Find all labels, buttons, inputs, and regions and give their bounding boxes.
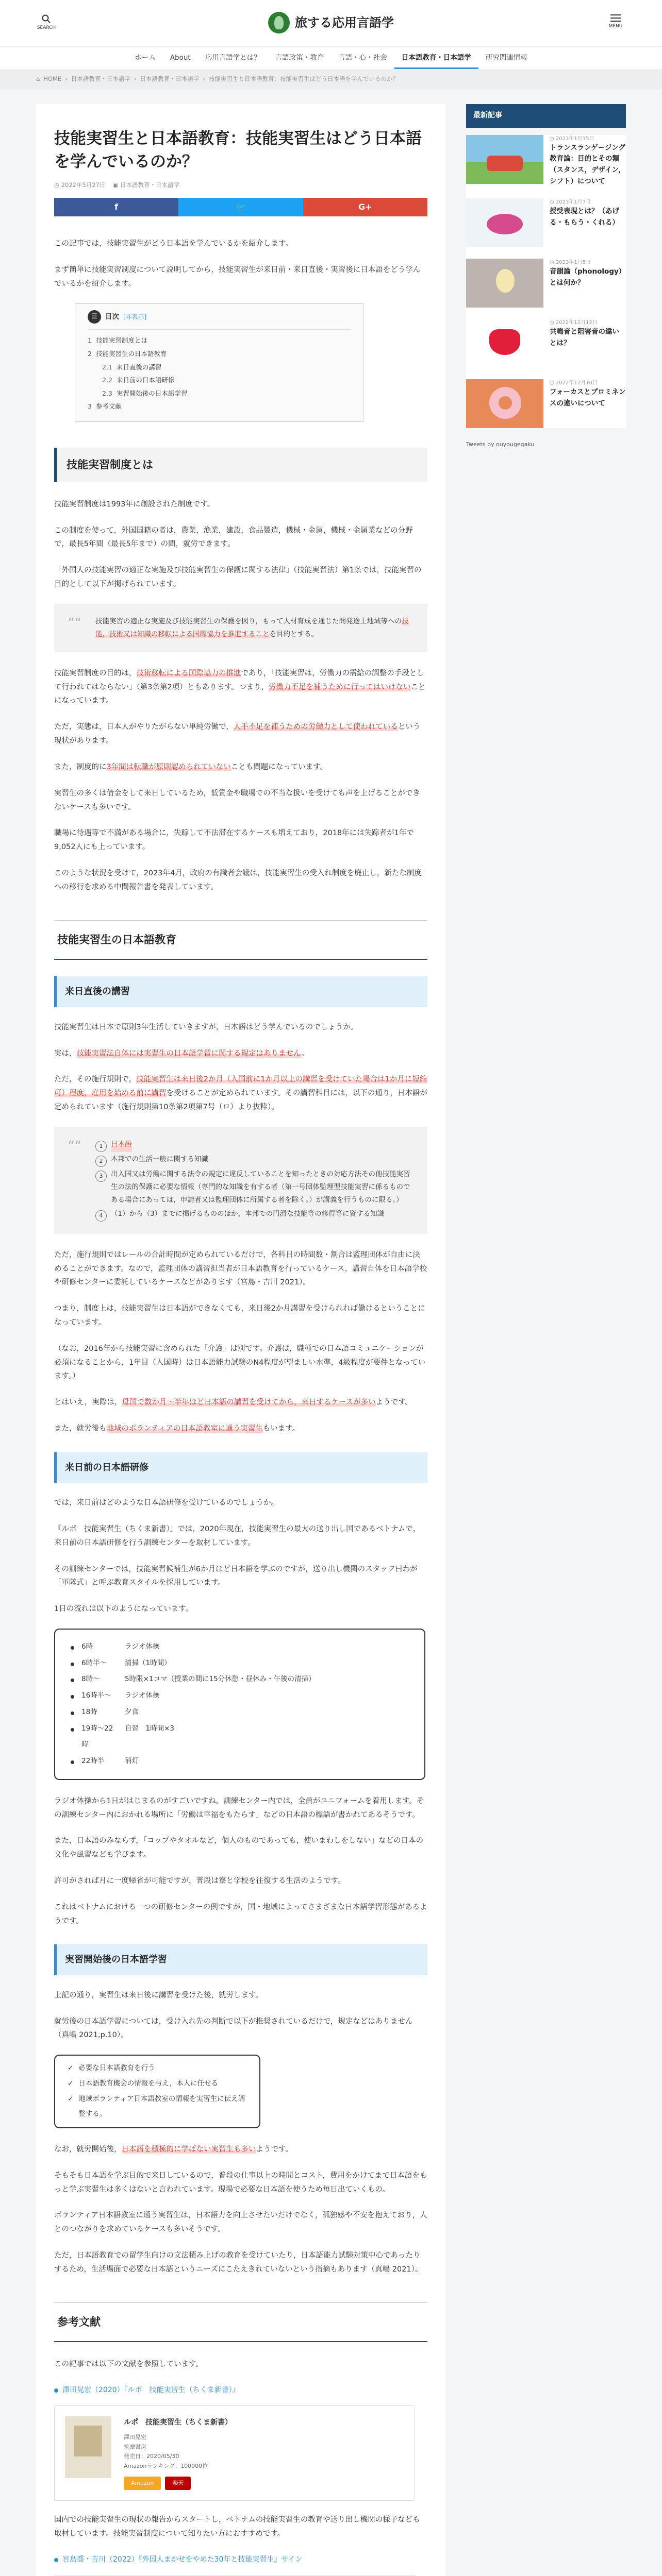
post-date-text: 2023年1月5日 [555, 260, 591, 266]
paragraph: では，来日前はどのような日本語研修を受けているのでしょうか。 [54, 1499, 278, 1507]
quote-text: 技能実習の適正な実施及び技能実習生の保護を図り，もって人材育成を通じた開発途上地域等への [95, 617, 402, 625]
site-header [0, 0, 662, 46]
paragraph: 実習生の多くは借金をして来日しているため，低賃金や職場での不当な扱いを受けても声を上げることができないケースも多いです。 [54, 789, 420, 811]
nav-language-policy[interactable]: 言語政策・教育 [275, 54, 324, 62]
list-text: （1）から（3）までに掲げるもののほか，本邦での円滑な技能等の修得等に資する知識 [111, 1209, 385, 1218]
post-date-text: 2022年12月10日 [555, 380, 598, 386]
paragraph [54, 667, 427, 708]
search-icon [42, 14, 51, 24]
paragraph: その訓練センターでは，技能実習候補生が6か月ほど日本語を学ぶのですが，送り出し機関のスタッフ曰わが「軍隊式」と呼ぶ教育スタイルを採用しています。 [54, 1565, 418, 1587]
article-meta [54, 180, 427, 191]
twitter-icon: 🐦 [236, 202, 246, 212]
facebook-icon: f [114, 202, 119, 212]
toc-item[interactable] [88, 361, 351, 374]
page-title: 技能実習生と日本語教育：技能実習生はどう日本語を学んでいるのか？ [54, 129, 422, 171]
amazon-button[interactable]: Amazon [124, 2477, 161, 2490]
book-date: 発売日：2020/05/30 [124, 2453, 179, 2460]
blockquote [54, 1127, 427, 1234]
nav-language-mind-society[interactable]: 言語・心・社会 [338, 54, 387, 62]
book-cover[interactable] [65, 2416, 111, 2478]
breadcrumb-category[interactable]: 日本語教育・日本語学 [71, 75, 130, 83]
global-nav [0, 46, 662, 69]
paragraph: ボランティア日本語教室に通う実習生は，日本語力を向上させたいだけでなく，孤独感や不安を抱えており，人とのつながりを求めているケースも多いそうです。 [54, 2211, 427, 2234]
nav-research-info[interactable]: 研究関連情報 [485, 54, 527, 62]
schedule-time: 18時 [81, 1707, 97, 1716]
paragraph: そもそも日本語を学ぶ目的で来日しているので，普段の仕事以上の時間とコスト，費用をかけてまで日本語をもっと学ぶ実習生は多くはないと言われています。現場で必要な日本語を使うため毎日出ていくもの。 [54, 2171, 427, 2194]
toc-label[interactable]: 技能実習生の日本語教育 [95, 349, 167, 358]
paragraph: この制度を使って，外国国籍の者は，農業，漁業，建設，食品製造，機械・金属，機械・金属業などの分野で，最長5年間（最長5年まで）の間，就労できます。 [54, 526, 413, 549]
schedule-activity: 5時限×1コマ（授業の間に15分休憩・昼休み・午後の清掃） [125, 1675, 316, 1684]
search-button[interactable] [36, 14, 57, 31]
breadcrumb-home[interactable]: HOME [43, 75, 62, 83]
site-title: 旅する応用言語学 [295, 15, 394, 30]
highlight: 技能実習法自体には実習生の日本語学習に関する規定はありません [76, 1049, 302, 1058]
post-category[interactable]: 日本語教育・日本語学 [120, 181, 179, 189]
highlight: 日本語を積極的に学ばない実習生も多い [121, 2145, 256, 2154]
toc-header [88, 310, 351, 330]
paragraph: ただ，日本語教育での留学生向けの文法積み上げの教育を受けていたり，日本語能力試験対策中心であったりするため，生活場面で必要な日本語というニーズにこたえきれていないという指摘もあります（真嶋 2021）。 [54, 2251, 423, 2274]
text: ただ，実態は，日本人がやりたがらない単純労働で， [54, 723, 234, 732]
paragraph: 許可がされば月に一度帰省が可能ですが，普段は寮と学校を往復する生活のようです。 [54, 1877, 345, 1885]
post-thumbnail[interactable] [466, 198, 543, 247]
post-thumbnail[interactable] [466, 135, 543, 184]
breadcrumb [0, 69, 662, 90]
post-date: ◷ 2023年1月15日 [550, 135, 594, 142]
googleplus-icon: G+ [358, 202, 372, 212]
menu-button[interactable] [605, 14, 626, 29]
schedule-time: 22時半 [81, 1757, 105, 1766]
paragraph [54, 720, 427, 748]
twitter-share-button[interactable] [178, 198, 303, 216]
paragraph: （なお，2016年から技能実習に含められた「介護」は別です。介護は，職種での日本語コミュニケーションが必須になることから，1年目（入国時）は日本語能力試験のN4程度が望ましい水準，4級程度が要件となっています。） [54, 1344, 426, 1381]
schedule-item [71, 1671, 409, 1688]
search-label: SEARCH [37, 25, 56, 30]
text: ようです。 [256, 2145, 293, 2154]
book-title[interactable]: ルポ 技能実習生（ちくま新書） [124, 2418, 232, 2427]
text: を受けることが定められています。その講習科目には，以下の通り，日本語が定められています（施行規則第10条第2項第7号（ロ）より抜粋）。 [54, 1089, 427, 1111]
list-number: ““ 1 [95, 1141, 107, 1152]
breadcrumb-subcategory[interactable]: 日本語教育・日本語学 [140, 75, 200, 83]
share-buttons [54, 198, 427, 216]
post-thumbnail[interactable] [466, 379, 543, 428]
googleplus-share-button[interactable] [303, 198, 427, 216]
post-thumbnail[interactable] [466, 259, 543, 308]
toc-label[interactable]: 来日直後の講習 [116, 363, 162, 371]
checklist-item [68, 2061, 247, 2076]
quote-list-item [95, 1153, 414, 1167]
paragraph: また，日本語のみならず，「コップやタオルなど，個人のものであっても，使いまわしをしない」などの日本の文化や風習なども学びます。 [54, 1837, 424, 1859]
toc-number: 2.1 [102, 363, 112, 371]
chevron-right-icon: › [134, 75, 137, 83]
checklist-box [54, 2055, 260, 2128]
book-buttons [124, 2477, 232, 2490]
paragraph: 「外国人の技能実習の適正な実施及び技能実習生の保護に関する法律」（技能実習法）第1条では，技能実習の目的として以下が掲げられています。 [54, 566, 422, 589]
text: また，制度的に [54, 762, 107, 771]
list-text: 日本語 [111, 1138, 132, 1152]
toc-number: 1 [88, 336, 92, 345]
toc-item[interactable] [88, 374, 351, 387]
clock-icon: ◷ 2022年5月27日 [54, 181, 106, 189]
schedule-activity: ラジオ体操 [125, 1642, 160, 1651]
toc-number: 2.2 [102, 376, 112, 384]
schedule-time: 6時半〜 [81, 1658, 107, 1667]
text: という現状があります。 [54, 723, 421, 745]
post-title[interactable]: トランスランゲージング教育論：目的とその類（スタンス，デザイン，シフト）について [550, 143, 625, 185]
recent-post[interactable] [466, 379, 626, 428]
intro-paragraph: まず簡単に技能実習制度について説明してから，技能実習生が来日前・来日直後・実習後に日本語をどう学んでいるかを紹介します。 [54, 265, 421, 288]
schedule-item [71, 1688, 409, 1704]
post-title[interactable]: フォーカスとプロミネンスの違いについて [550, 388, 626, 408]
recent-post[interactable] [466, 259, 626, 308]
paragraph: 『ルポ 技能実習生（ちくま新書）』では，2020年現在，技能実習生の最大の送り出し国であるベトナムで，来日前の日本語研修を行う訓練センターを取材しています。 [54, 1524, 421, 1547]
folder-icon[interactable]: ▣ 日本語教育・日本語学 [112, 181, 179, 189]
text: ことになっています。 [54, 683, 426, 705]
highlight: 母国で数か月〜半年ほど日本語の講習を受けてから，来日するケースが多い [122, 1398, 376, 1407]
highlight: 労働力不足を補うために行ってはいけない [269, 683, 411, 691]
logo-icon [268, 12, 290, 33]
text: 。 [301, 1049, 309, 1058]
text: ことも問題になっています。 [230, 762, 328, 771]
reference-link[interactable]: 澤田晃宏（2020）『ルポ 技能実習生（ちくま新書）』 [54, 2384, 427, 2397]
list-text: 本邦での生活一般に関する知識 [111, 1155, 208, 1163]
section-heading: 参考文献 [54, 2302, 427, 2343]
paragraph: 技能実習制度は1993年に創設された制度です。 [54, 500, 215, 509]
highlight: 地域のボランティアの日本語教室に通う実習生 [106, 1425, 263, 1433]
toc-number: 2 [88, 349, 92, 358]
schedule-time: 6時 [81, 1642, 93, 1651]
list-icon: ☰ [88, 310, 101, 324]
paragraph: 1日の流れは以下のようになっています。 [54, 1605, 193, 1614]
schedule-activity: ラジオ体操 [125, 1691, 160, 1700]
paragraph: 上記の通り，実習生は来日後に講習を受けた後，就労します。 [54, 1991, 263, 1999]
menu-label: MENU [608, 24, 623, 29]
checklist-item [68, 2076, 247, 2092]
toc-number: 3 [88, 402, 92, 411]
toc-item[interactable] [88, 387, 351, 400]
text: 技能実習制度の目的は， [54, 669, 137, 677]
schedule-activity: 夕食 [125, 1707, 139, 1716]
post-date-text: 2022年12月12日 [555, 320, 598, 326]
text: なお，就労開始後， [54, 2145, 122, 2154]
toc-title: 目次 [105, 312, 119, 321]
text: ただ，その施行規則で， [54, 1075, 137, 1084]
nav-home[interactable]: ホーム [135, 54, 156, 62]
quote-highlight: 技能，技術又は知識の移転による国際協力を推進すること [95, 617, 409, 638]
list-number: 2 [95, 1156, 107, 1167]
highlight: 技能実習生は来日後2か月（入国前に1か月以上の講習を受けていた場合は1か月に短縮可）程度，雇用を始める前に講習 [54, 1075, 427, 1098]
schedule-box [54, 1629, 425, 1780]
nav-japanese-education[interactable]: 日本語教育・日本語学 [394, 47, 478, 69]
toc-item[interactable] [88, 334, 351, 347]
text: であり，「技能実習は，労働力の需給の調整の手段として行われてはならない」（第3条第2項）ともあります。つまり， [54, 669, 424, 691]
toc-label[interactable]: 参考文献 [95, 402, 122, 411]
checklist-item [68, 2092, 247, 2122]
toc-label[interactable]: 実習開始後の日本語学習 [116, 389, 188, 397]
subsection-heading: 来日前の日本語研修 [54, 1452, 427, 1483]
schedule-time: 19時〜22時 [81, 1724, 113, 1749]
text: 実は， [54, 1049, 77, 1058]
list-number: 3 [95, 1171, 107, 1182]
post-date-text: 2023年1月7日 [555, 199, 591, 206]
chevron-right-icon: › [65, 75, 68, 83]
home-icon: ⌂ [36, 75, 40, 83]
paragraph [54, 760, 427, 774]
paragraph [54, 2143, 427, 2157]
post-date: 2022年5月27日 [61, 181, 106, 189]
text: もいます。 [262, 1425, 300, 1433]
paragraph: 職場に待遇等で不満がある場合に，失踪して不法滞在するケースも増えており，2018年には失踪者が1年で9,052人にも上っています。 [54, 829, 414, 852]
schedule-activity: 清掃（1時間） [125, 1658, 171, 1667]
sidebar-heading: 最新記事 [466, 104, 626, 128]
quote-list-item [95, 1208, 414, 1222]
paragraph [54, 1047, 427, 1061]
post-date: ◷ 2023年1月5日 [550, 260, 591, 266]
toc-toggle[interactable]: [非表示] [123, 313, 147, 321]
recent-post[interactable] [466, 198, 626, 247]
book-card [54, 2405, 415, 2501]
subsection-heading: 実習開始後の日本語学習 [54, 1944, 427, 1975]
book-rank: Amazonランキング：100000位 [124, 2463, 208, 2470]
highlight: 人手不足を補うための労働力として使われている [233, 723, 398, 732]
highlight: 技術移転による国際協力の推進 [136, 669, 241, 677]
section-heading: 技能実習生の日本語教育 [54, 920, 427, 960]
recent-post[interactable] [466, 135, 626, 187]
post-date: ◷ 2023年1月7日 [550, 199, 591, 206]
checklist-text: ✓ 地域ボランティア日本語教室の情報を実習生に伝え調整する。 [78, 2094, 245, 2119]
recent-post[interactable] [466, 319, 626, 368]
reference-link[interactable]: 宮島喬・吉川（2022）『外国人まかせをやめた30年と技能実習生』サイン [54, 2553, 427, 2567]
book-author: 澤田晃宏 [124, 2434, 146, 2441]
schedule-time: 8時〜 [81, 1675, 100, 1684]
chevron-right-icon: › [203, 75, 206, 83]
post-title[interactable]: 共鳴音と阻害音の違いとは？ [550, 328, 619, 347]
paragraph [54, 1073, 427, 1114]
site-logo[interactable] [268, 11, 394, 34]
table-of-contents [75, 303, 363, 422]
toc-label[interactable]: 技能実習制度とは [95, 336, 147, 345]
list-text: 出入国又は労働に関する法令の規定に違反していることを知ったときの対応方法その他技能実習生の法的保護に必要な情報（専門的な知識を有する者（第一号団体監理型技能実習に係るものである場合にあっては，申請者又は監理団体に所属する者を除く。）が講義を行うものに限る。） [111, 1170, 410, 1204]
subsection-heading: 来日直後の講習 [54, 976, 427, 1007]
checklist-text: ✓ 日本語教育機会の情報を与え，本人に任せる [78, 2079, 219, 2088]
rakuten-button[interactable]: 楽天 [165, 2477, 191, 2490]
schedule-item [71, 1639, 409, 1655]
paragraph: 国内での技能実習生の現状の報告からスタートし，ベトナムの技能実習生の教育や送り出し機関の様子なども取材しています。技能実習制度について知りたい方におすすめです。 [54, 2516, 420, 2538]
paragraph [54, 1422, 427, 1436]
schedule-item [71, 1753, 409, 1770]
section-heading: 技能実習制度とは [54, 448, 427, 482]
post-date: ◷ 2022年12月10日 [550, 380, 598, 386]
post-date: ◷ 2022年12月12日 [550, 320, 598, 326]
quote-list-item [95, 1168, 414, 1207]
paragraph: この記事では以下の文献を参照しています。 [54, 2360, 203, 2369]
list-number: 4 [95, 1210, 107, 1222]
toc-item[interactable] [88, 400, 351, 413]
schedule-item [71, 1721, 409, 1753]
quote-text: を目的とする。 [269, 630, 318, 638]
highlight: 3年間は転職が原則認められていない [106, 762, 231, 771]
text: とはいえ，実際は， [54, 1398, 122, 1407]
sidebar [466, 104, 626, 2576]
paragraph: このような状況を受けて，2023年4月，政府の有識者会議は，技能実習生の受入れ制度を廃止し，新たな制度への移行を求める中間報告書を発表しています。 [54, 869, 422, 891]
paragraph: 技能実習生は日本で原則3年生活していきますが，日本語はどう学んでいるのでしょうか。 [54, 1023, 358, 1031]
post-thumbnail[interactable] [466, 319, 543, 368]
schedule-item [71, 1655, 409, 1672]
nav-about[interactable]: About [170, 54, 191, 62]
paragraph: これはベトナムにおける一つの研修センターの例ですが，国・地域によってさまざまな日本語学習形態があるようです。 [54, 1903, 427, 1925]
intro-paragraph: この記事では，技能実習生がどう日本語を学んでいるかを紹介します。 [54, 240, 293, 248]
facebook-share-button[interactable] [54, 198, 178, 216]
checklist-text: ✓ 必要な日本語教育を行う [78, 2064, 155, 2073]
text: また，就労後も [54, 1425, 107, 1433]
post-title[interactable]: 音韻論（phonology）とは何か？ [550, 267, 626, 287]
paragraph: ただ，施行規則ではレールの合計時間が定められているだけで，各科目の時間数・割合は監理団体が自由に決めることができます。なので，監理団体の講習担当者が日本語教育を行っているケース，講習自体を日本語学校や研修センターに委託しているケースなどがあります（宮島・吉川 2021）。 [54, 1250, 427, 1287]
toc-label[interactable]: 来日前の日本語研修 [116, 376, 175, 384]
book-publisher: 筑摩書房 [124, 2443, 146, 2450]
paragraph: ラジオ体操から1日がはじまるのがすごいですね。訓練センター内では，全員がユニフォームを着用します。その訓練センター内におかれる場所に「労働は幸福をもたらす」などの日本語の標語が書かれてあるそうです。 [54, 1797, 424, 1819]
hamburger-icon [610, 14, 621, 22]
blockquote [54, 604, 427, 652]
paragraph: つまり，制度上は，技能実習生は日本語ができなくても，来日後2か月講習を受けられれば働けるということになっています。 [54, 1304, 425, 1327]
post-title[interactable]: 授受表現とは？（あげる・もらう・くれる） [550, 207, 619, 227]
toc-number: 2.3 [102, 389, 112, 397]
paragraph [54, 1396, 427, 1410]
quote-list-item [95, 1138, 414, 1152]
schedule-item [71, 1704, 409, 1721]
toc-item[interactable] [88, 347, 351, 361]
schedule-activity: 消灯 [125, 1757, 139, 1766]
nav-applied-linguistics[interactable]: 応用言語学とは？ [205, 54, 261, 62]
schedule-time: 16時半〜 [81, 1691, 111, 1700]
post-date-text: 2023年1月15日 [555, 135, 594, 142]
breadcrumb-current: 技能実習生と日本語教育：技能実習生はどう日本語を学んでいるのか？ [209, 75, 399, 83]
twitter-timeline-link[interactable]: Tweets by ouyougegaku [466, 441, 535, 448]
schedule-activity: 自習 1時間×3 [125, 1724, 174, 1733]
paragraph: 就労後の日本語学習については，受け入れ先の判断で以下が推奨されているだけで，規定などはありません（真嶋 2021,p.10）。 [54, 2017, 413, 2040]
article [36, 104, 445, 2576]
text: ようです。 [375, 1398, 412, 1407]
